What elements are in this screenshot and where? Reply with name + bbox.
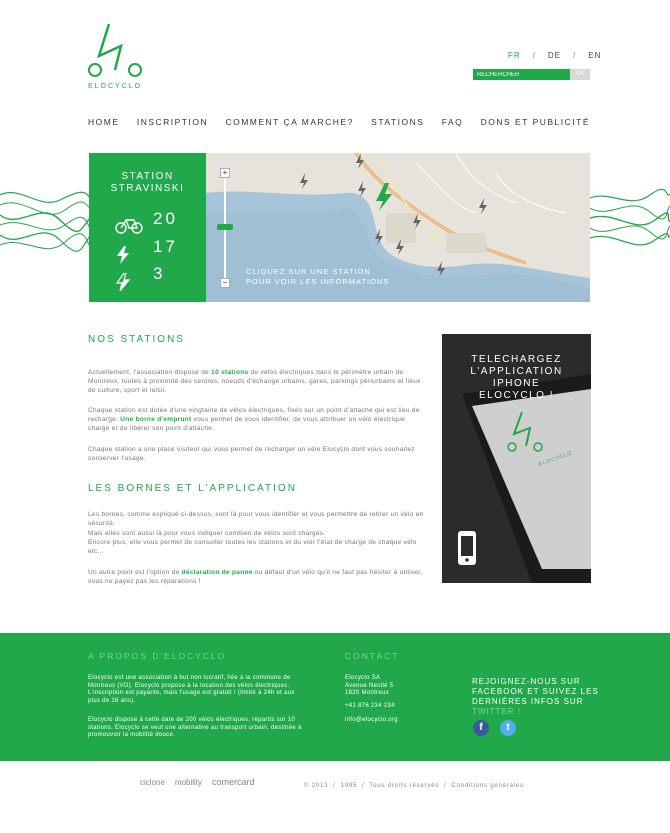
bolt-icon	[115, 246, 131, 264]
search-input[interactable]	[473, 69, 570, 80]
stat-charging	[115, 264, 166, 291]
bicycle-icon	[115, 218, 143, 234]
section-title-bornes: LES BORNES ET L'APPLICATION	[88, 483, 297, 494]
legal-bar: © 2013 / 1995 / Tous droits réservés / Conditions générales	[304, 783, 524, 789]
nav-item-donations[interactable]: DONS ET PUBLICITÉ	[480, 117, 590, 127]
contact-phone[interactable]: +41 876 234 234	[345, 703, 395, 709]
map-hint-text: CLIQUEZ SUR UNE STATION POUR VOIR LES INFORMATIONS	[246, 267, 390, 286]
stat-charged	[115, 237, 178, 264]
footer-about-title: A PROPOS D'ELOCYCLO	[88, 651, 227, 661]
lang-separator: /	[532, 51, 536, 60]
logo-wordmark: ELOCYCLO	[88, 83, 143, 90]
nav-item-stations[interactable]: STATIONS	[371, 117, 425, 127]
borne-link[interactable]: Une borne d'emprunt	[120, 416, 192, 423]
search-bar	[473, 69, 590, 80]
footer-social-cta: REJOIGNEZ-NOUS SUR FACEBOOK ET SUIVEZ LES DERNIÈRES INFOS SUR TWITTER !	[472, 677, 599, 716]
partner-comercard-logo[interactable]: comercard	[212, 777, 255, 787]
breakdown-link[interactable]: déclaration de panne	[181, 569, 253, 576]
stations-paragraph-1: Actuellement, l'association dispose de 10 stations de vélos électriques dans le périmètre urbain de Montreux, toutes à proximité des centres, noeuds d'échange urbains, gares, parkings périurbains et lieux de culture, sport et loisir.	[88, 369, 421, 394]
twitter-icon[interactable]: t	[500, 720, 516, 736]
smartphone-icon	[457, 530, 477, 566]
lang-en[interactable]: EN	[588, 51, 602, 60]
screen-brand: ELOCYCLO	[538, 450, 574, 468]
main-nav	[88, 117, 590, 127]
nav-item-faq[interactable]: FAQ	[441, 117, 464, 127]
stat-bikes	[115, 209, 178, 234]
section-title-stations: NOS STATIONS	[88, 334, 185, 345]
station-info-panel	[89, 153, 206, 302]
partner-ciclone-logo[interactable]: ciclone	[140, 777, 165, 787]
facebook-icon[interactable]: f	[473, 720, 489, 736]
bike-count: 20	[153, 209, 178, 228]
bornes-paragraph-1: Les bornes, comme expliqué ci-dessus, sont là pour vous identifier et vous permettre de retirer un vélo en sécurité.	[88, 511, 424, 527]
zoom-out-button[interactable]: −	[220, 278, 230, 288]
contact-email[interactable]: info@elocyclo.org	[345, 717, 398, 723]
charging-count: 3	[153, 264, 166, 283]
station-marker	[300, 153, 487, 277]
station-title: STATION STRAVINSKI	[110, 171, 185, 194]
app-promo-title: TELECHARGEZ L'APPLICATION IPHONE ELOCYCLO !	[470, 354, 563, 401]
app-download-banner[interactable]	[442, 334, 591, 583]
language-switcher	[508, 51, 601, 60]
contact-address: Elocyclo SA Avenue Nestlé 5 1820 Montreux	[345, 675, 394, 696]
station-map[interactable]	[206, 153, 590, 302]
terms-link[interactable]: Conditions générales	[451, 783, 524, 789]
footer-about-paragraph-1: Elocyclo est une association à but non lucratif, liée à la commune de Montreux (VD). Elocyclo propose à la location des vélos électriques. L'inscription est payante, mais l'usage est gratuit ! (limité à 24h et aux plus de 16 ans).	[88, 675, 295, 704]
rights-link[interactable]: Tous droits réservés	[369, 783, 440, 789]
decorative-wave-right	[590, 170, 670, 265]
footer-contact-title: CONTACT	[345, 651, 400, 661]
nav-item-home[interactable]: HOME	[88, 117, 120, 127]
nav-item-how-it-works[interactable]: COMMENT ÇA MARCHE?	[225, 117, 354, 127]
bornes-paragraph-3: Encore plus, elle vous permet de consulter toutes les stations et du voir l'état de charge de chaque vélo etc...	[88, 539, 417, 555]
decorative-wave-left	[0, 170, 90, 265]
bornes-paragraph-4: Un autre point est l'option de déclaration de panne ou défaut d'un vélo qu'il ne faut pas hésiter à utiliser, vous ne payez pas les réparations !	[88, 569, 423, 585]
nav-item-inscription[interactable]: INSCRIPTION	[136, 117, 209, 127]
bornes-paragraph-2: Mais elles sont aussi là pour vous indiquer combien de vélos sont chargés.	[88, 530, 326, 537]
footer-about-paragraph-2: Elocyclo dispose à cette date de 200 vélos électriques, répartis sur 10 stations. Elocyclo se veut une alternative au transport urbain, destinée à promouvoir la mobilité douce.	[88, 717, 302, 738]
active-station-marker	[376, 183, 392, 211]
partner-logos	[140, 777, 255, 787]
bolt-half-icon	[115, 273, 131, 291]
stations-paragraph-2: Chaque station est dotée d'une vingtaine de vélos électriques, fixés sur un point d'attache qui est lieu de recharge. Une borne d'emprunt vous permet de vous identifier, de vous attribuer un vélo électrique chargé et de libérer son point d'attache.	[88, 407, 420, 432]
search-submit-button[interactable]: OK	[570, 69, 590, 80]
lang-separator: /	[573, 51, 577, 60]
lang-de[interactable]: DE	[547, 51, 562, 60]
zoom-in-button[interactable]: +	[220, 168, 230, 178]
stations-paragraph-3: Chaque station a une place visiteur qui vous permet de recharger un vélo Elocyclo dont vous souhaitez conserver l'usage.	[88, 446, 415, 462]
charged-count: 17	[153, 237, 178, 256]
partner-mobility-logo[interactable]: mobility	[174, 777, 203, 787]
footer	[0, 633, 670, 761]
lang-fr[interactable]: FR	[508, 51, 521, 60]
